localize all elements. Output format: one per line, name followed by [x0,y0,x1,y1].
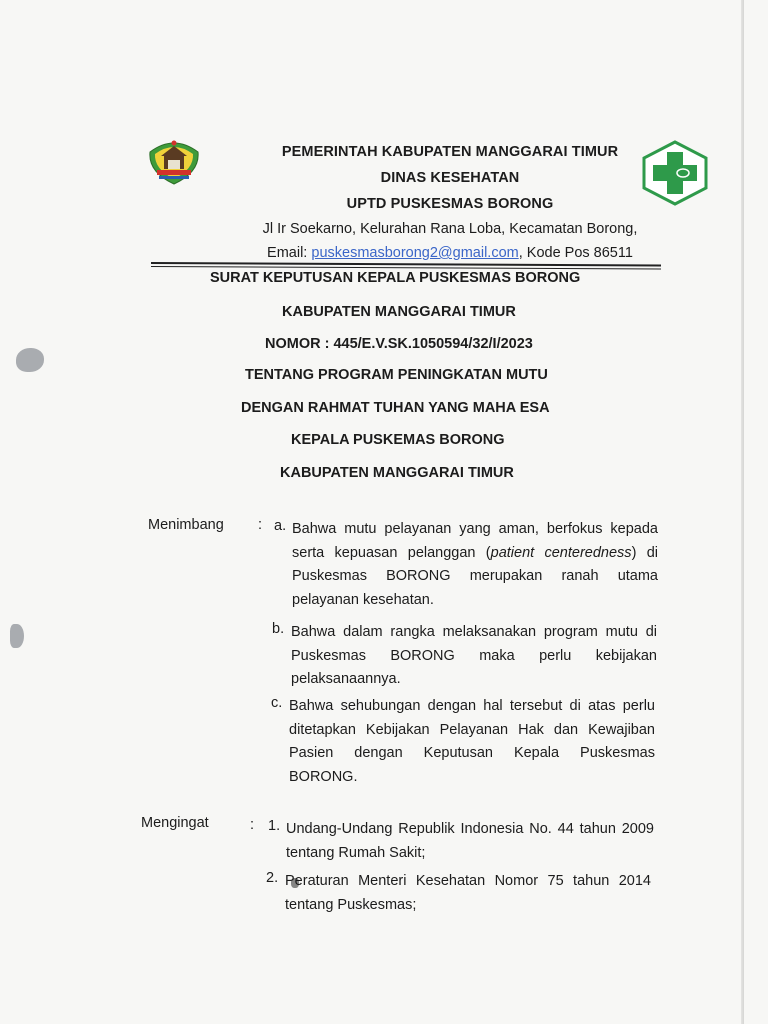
mengingat-item-1: Undang-Undang Republik Indonesia No. 44 tahun 2009 tentang Rumah Sakit; [286,821,654,861]
page-edge-shadow [741,0,744,1024]
item-italic-term: patient centeredness [490,544,632,561]
agency-name: DINAS KESEHATAN [380,170,520,186]
decree-head: KEPALA PUSKEMAS BORONG [291,432,505,448]
menimbang-item-c: Bahwa sehubungan dengan hal tersebut di atas perlu ditetapkan Kebijakan Pelayanan Hak dan Kewajiban Pasien dengan Keputusan Kepala Puskesmas BORONG. [289,698,655,785]
email-link[interactable]: puskesmasborong2@gmail.com [311,245,519,261]
letterhead [190,139,710,265]
address: Jl Ir Soekarno, Kelurahan Rana Loba, Kecamatan Borong, [262,221,638,237]
decree-region: KABUPATEN MANGGARAI TIMUR [282,304,516,320]
item-marker: 1. [268,818,281,834]
decree-blessing: DENGAN RAHMAT TUHAN YANG MAHA ESA [241,400,550,416]
item-text: Bahwa mutu pelayanan yang aman, berfokus kepada serta kepuasan pelanggan ( [292,521,658,561]
decree-number: NOMOR : 445/E.V.SK.1050594/32/I/2023 [265,336,533,352]
decree-region-2: KABUPATEN MANGGARAI TIMUR [280,465,514,481]
menimbang-item-b: Bahwa dalam rangka melaksanakan program mutu di Puskesmas BORONG maka perlu kebijakan pelaksanaannya. [291,624,657,687]
mengingat-item-2: Peraturan Menteri Kesehatan Nomor 75 tahun 2014 tentang Puskesmas; [285,873,651,913]
unit-name: UPTD PUSKESMAS BORONG [346,196,554,212]
item-marker: a. [274,518,287,534]
postal-code: , Kode Pos 86511 [518,245,633,261]
email-label: Email: [267,245,312,261]
item-marker: b. [272,621,285,637]
punch-hole-mark [10,624,24,648]
government-name: PEMERINTAH KABUPATEN MANGGARAI TIMUR [281,144,619,160]
letterhead-rule-thin [151,266,661,269]
menimbang-label: Menimbang [148,517,224,533]
punch-hole-mark [16,348,44,372]
decree-title: SURAT KEPUTUSAN KEPALA PUSKESMAS BORONG [210,270,581,286]
menimbang-colon: : [258,517,263,533]
item-marker: c. [271,695,283,711]
menimbang-item-a [292,518,658,612]
item-text: ) di Puskesmas BORONG merupakan ranah utama pelayanan kesehatan. [292,544,658,608]
contact-line [190,241,710,265]
decree-subject: TENTANG PROGRAM PENINGKATAN MUTU [245,367,548,383]
mengingat-label: Mengingat [141,815,209,831]
mengingat-colon: : [250,817,255,833]
item-marker: 2. [266,870,279,886]
